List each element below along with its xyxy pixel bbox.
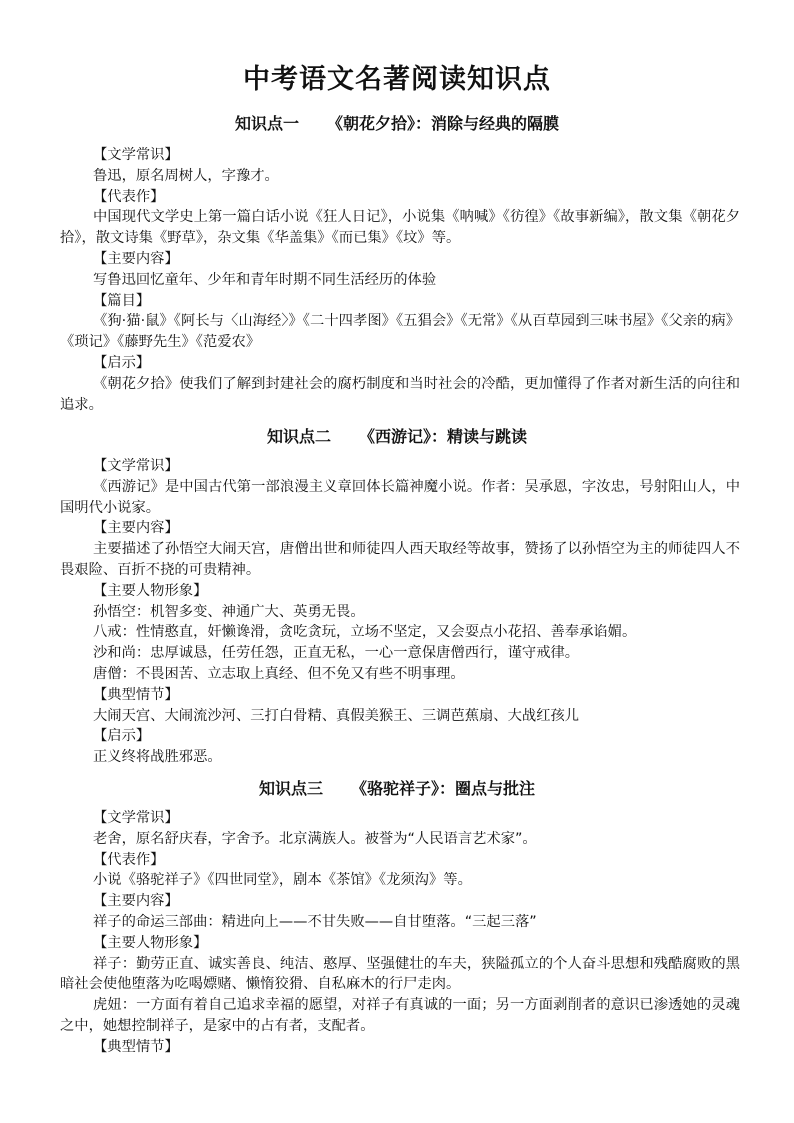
item-text: 大闹天宫、大闹流沙河、三打白骨精、真假美猴王、三调芭蕉扇、大战红孩儿 [93, 707, 580, 724]
document-title: 中考语文名著阅读知识点 [243, 64, 551, 95]
item-label: 【篇目】 [93, 292, 151, 309]
item-label: 【代表作】 [93, 188, 165, 205]
character-line: 八戒：性情憨直，奸懒谗滑，贪吃贪玩，立场不坚定，又会耍点小花招、善奉承谄媚。 [93, 624, 637, 641]
section-name: 《朝花夕拾》：消除与经典的隔膜 [327, 114, 560, 133]
item-text: 写鲁迅回忆童年、少年和青年时期不同生活经历的体验 [93, 271, 437, 288]
item-text: 鲁迅，原名周树人，字豫才。 [93, 167, 279, 184]
item-text: 正义终将战胜邪恶。 [93, 749, 222, 766]
item-label: 【文学常识】 [93, 147, 179, 163]
item-label: 【启示】 [93, 354, 151, 371]
character-line: 沙和尚：忠厚诚恳，任劳任怨，正直无私，一心一意保唐僧西行，谨守戒律。 [93, 645, 580, 662]
item-label: 【主要内容】 [93, 250, 179, 267]
section-name: 《西游记》：精读与跳读 [359, 427, 528, 446]
item-label: 【启示】 [93, 728, 151, 745]
section-heading-3 [0, 778, 794, 800]
item-text: 老舍，原名舒庆春，字舍予。北京满族人。被誉为“人民语言艺术家”。 [93, 830, 537, 847]
item-label: 【主要内容】 [93, 520, 179, 537]
section-body-1 [60, 145, 740, 415]
item-text: 《狗·猫·鼠》《阿长与〈山海经〉》《二十四孝图》《五猖会》《无常》《从百草园到三味书屋》《父亲的病》《琐记》《藤野先生》《范爱农》 [60, 313, 740, 351]
character-line: 唐僧：不畏困苦、立志取上真经、但不免又有些不明事理。 [93, 665, 465, 682]
item-text: 祥子的命运三部曲：精进向上——不甘失败——自甘堕落。“三起三落” [93, 913, 537, 930]
item-label: 【文学常识】 [93, 458, 179, 474]
item-text: 中国现代文学史上第一篇白话小说《狂人日记》，小说集《呐喊》《彷徨》《故事新编》，散文集《朝花夕拾》，散文诗集《野草》，杂文集《华盖集》《而已集》《坟》等。 [60, 209, 740, 247]
item-label: 【文学常识】 [93, 810, 179, 826]
character-paragraph: 虎妞：一方面有着自己追求幸福的愿望，对祥子有真诚的一面；另一方面剥削者的意识已渗透她的灵魂之中，她想控制祥子，是家中的占有者，支配者。 [60, 997, 740, 1034]
item-label: 【代表作】 [93, 851, 165, 868]
section-number: 知识点三 [258, 779, 323, 798]
section-body-3 [60, 808, 740, 1058]
item-text: 主要描述了孙悟空大闹天宫，唐僧出世和师徒四人西天取经等故事，赞扬了以孙悟空为主的师徒四人不畏艰险、百折不挠的可贵精神。 [60, 541, 740, 578]
item-text: 《西游记》是中国古代第一部浪漫主义章回体长篇神魔小说。作者：吴承恩，字汝忠，号射阳山人，中国明代小说家。 [60, 478, 740, 516]
item-label: 【典型情节】 [93, 686, 179, 703]
section-heading-2 [0, 426, 794, 448]
character-line: 孙悟空：机智多变、神通广大、英勇无畏。 [93, 603, 365, 620]
item-label: 【主要内容】 [93, 893, 179, 910]
item-label: 【典型情节】 [93, 1038, 179, 1055]
section-heading-1 [0, 113, 794, 135]
section-name: 《骆驼祥子》：圈点与批注 [351, 779, 536, 798]
section-number: 知识点一 [234, 114, 299, 133]
item-label: 【主要人物形象】 [93, 934, 208, 951]
section-body-2 [60, 456, 740, 768]
item-text: 小说《骆驼祥子》《四世同堂》，剧本《茶馆》《龙须沟》等。 [93, 872, 472, 889]
character-paragraph: 祥子：勤劳正直、诚实善良、纯洁、憨厚、坚强健壮的车夫，狭隘孤立的个人奋斗思想和残酷腐败的黑暗社会使他堕落为吃喝嫖赌、懒惰狡猾、自私麻木的行尸走肉。 [60, 955, 740, 993]
item-label: 【主要人物形象】 [93, 582, 208, 599]
item-text: 《朝花夕拾》使我们了解到封建社会的腐朽制度和当时社会的冷酷，更加懂得了作者对新生活的向往和追求。 [60, 375, 740, 413]
section-number: 知识点二 [266, 427, 331, 446]
